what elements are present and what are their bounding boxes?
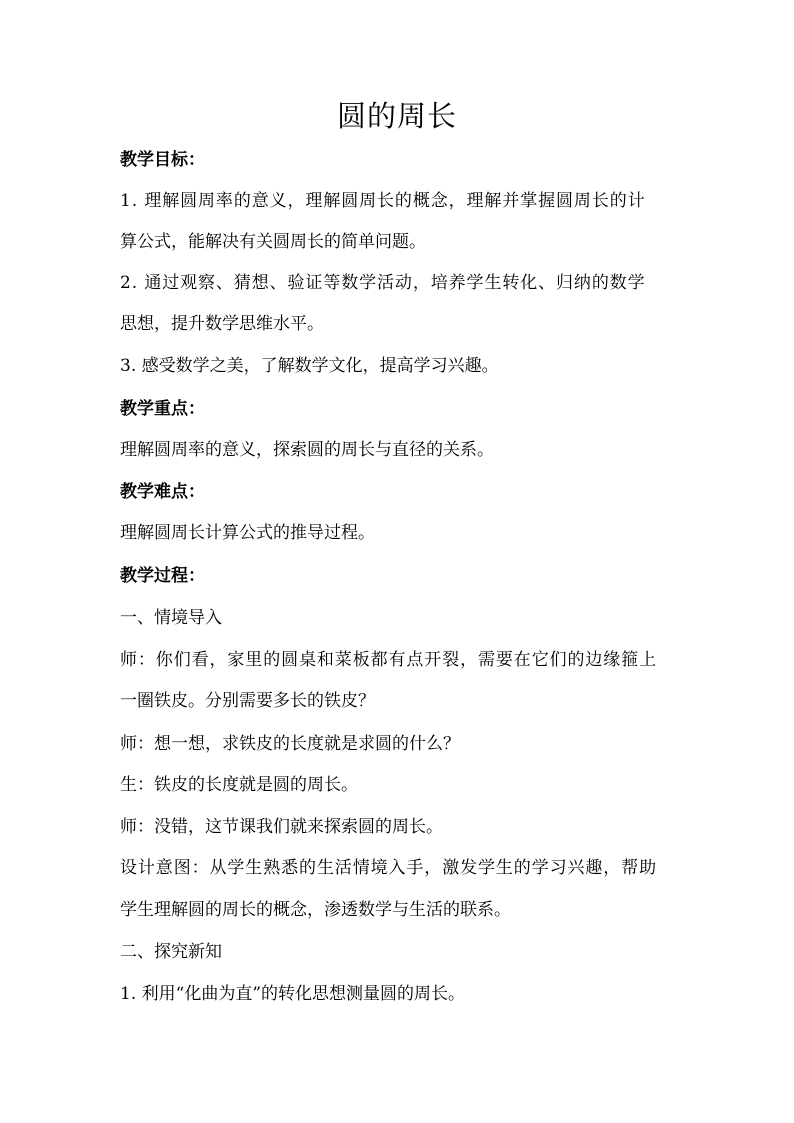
dialogue-1-line-2: 一圈铁皮。分别需要多长的铁皮？ [120,691,375,711]
dialogue-3: 生：铁皮的长度就是圆的周长。 [120,775,358,795]
heading-teaching-process: 教学过程： [120,566,205,586]
objective-3: 3. 感受数学之美，了解数学文化，提高学习兴趣。 [120,356,499,376]
objective-1-line-2: 算公式，能解决有关圆周长的简单问题。 [120,232,426,252]
dialogue-4: 师：没错，这节课我们就来探索圆的周长。 [120,817,443,837]
objective-2-line-1: 2. 通过观察、猜想、验证等数学活动，培养学生转化、归纳的数学 [120,273,646,293]
difficulties-text: 理解圆周长计算公式的推导过程。 [120,523,375,543]
objective-1-line-1: 1. 理解圆周率的意义，理解圆周长的概念，理解并掌握圆周长的计 [120,191,646,211]
heading-difficulties: 教学难点： [120,482,205,502]
key-points-text: 理解圆周率的意义，探索圆的周长与直径的关系。 [120,440,494,460]
design-intent-line-1: 设计意图：从学生熟悉的生活情境入手，激发学生的学习兴趣，帮助 [120,858,657,878]
document-title: 圆的周长 [336,99,457,133]
section-2-heading: 二、探究新知 [120,942,222,962]
heading-key-points: 教学重点： [120,399,205,419]
dialogue-2: 师：想一想，求铁皮的长度就是求圆的什么？ [120,734,460,754]
section-1-heading: 一、情境导入 [120,608,222,628]
objective-2-line-2: 思想，提升数学思维水平。 [120,314,324,334]
section-2-item-1: 1. 利用“化曲为直”的转化思想测量圆的周长。 [120,984,466,1004]
design-intent-line-2: 学生理解圆的周长的概念，渗透数学与生活的联系。 [120,900,511,920]
heading-teaching-objectives: 教学目标： [120,150,205,170]
dialogue-1-line-1: 师：你们看，家里的圆桌和菜板都有点开裂，需要在它们的边缘箍上 [120,650,657,670]
